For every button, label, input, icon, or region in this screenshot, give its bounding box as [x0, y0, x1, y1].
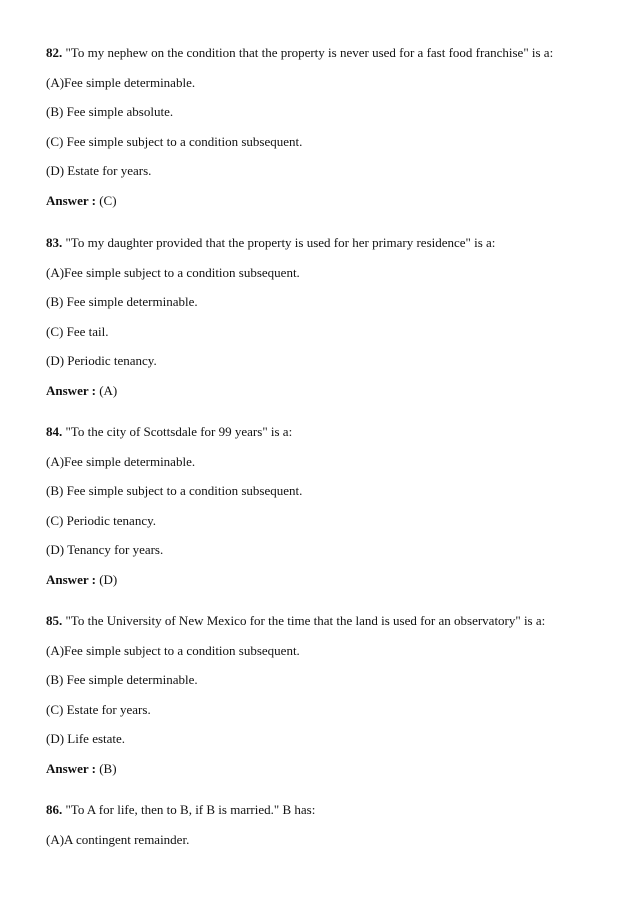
- option-letter: (D): [46, 163, 65, 178]
- option-letter: (A): [46, 264, 65, 280]
- question-85: [46, 613, 608, 790]
- option-text: Fee tail.: [66, 323, 109, 339]
- question-text: "To A for life, then to B, if B is married." B has:: [65, 802, 316, 817]
- option-text: Fee simple determinable.: [66, 294, 198, 309]
- option-text: A contingent remainder.: [64, 831, 190, 847]
- option-letter: (D): [46, 542, 65, 557]
- answer-value: (A): [99, 382, 118, 398]
- option-text: Fee simple subject to a condition subsequent.: [66, 483, 303, 498]
- option-b: [46, 483, 608, 499]
- question-number: 82.: [46, 45, 63, 60]
- option-letter: (B): [46, 672, 64, 687]
- option-text: Periodic tenancy.: [66, 512, 156, 528]
- question-number: 83.: [46, 235, 63, 250]
- option-text: Fee simple absolute.: [66, 104, 174, 119]
- option-c: [46, 513, 608, 529]
- option-text: Fee simple subject to a condition subsequent.: [64, 642, 300, 658]
- option-letter: (C): [46, 701, 64, 717]
- question-text: "To my nephew on the condition that the property is never used for a fast food franchise" is a:: [65, 45, 554, 60]
- option-letter: (C): [46, 323, 64, 339]
- option-letter: (B): [46, 294, 64, 309]
- option-c: [46, 702, 608, 718]
- option-c: [46, 134, 608, 150]
- option-d: [46, 731, 608, 747]
- question-stem: [46, 45, 608, 61]
- option-a: [46, 454, 608, 470]
- option-a: [46, 75, 608, 91]
- answer-value: (B): [99, 760, 117, 776]
- option-letter: (B): [46, 104, 64, 119]
- option-a: [46, 832, 608, 848]
- question-number: 85.: [46, 613, 63, 628]
- option-text: Estate for years.: [66, 701, 151, 717]
- option-b: [46, 294, 608, 310]
- question-number: 84.: [46, 424, 63, 439]
- answer-value: (D): [99, 571, 118, 587]
- question-number: 86.: [46, 802, 63, 817]
- option-text: Tenancy for years.: [67, 542, 164, 557]
- answer-label: Answer :: [46, 760, 96, 776]
- option-text: Fee simple determinable.: [64, 453, 196, 469]
- question-text: "To the University of New Mexico for the time that the land is used for an observatory" is a:: [65, 613, 546, 628]
- option-text: Life estate.: [67, 731, 126, 746]
- option-b: [46, 672, 608, 688]
- option-text: Fee simple subject to a condition subsequent.: [66, 133, 303, 149]
- option-letter: (A): [46, 74, 65, 90]
- answer-label: Answer :: [46, 382, 96, 398]
- question-86: [46, 802, 608, 861]
- option-text: Estate for years.: [67, 163, 152, 178]
- question-stem: [46, 802, 608, 818]
- question-stem: [46, 424, 608, 440]
- option-a: [46, 643, 608, 659]
- option-letter: (B): [46, 483, 64, 498]
- answer-line: [46, 761, 608, 777]
- answer-line: [46, 572, 608, 588]
- option-letter: (C): [46, 133, 64, 149]
- option-letter: (A): [46, 453, 65, 469]
- option-a: [46, 265, 608, 281]
- question-text: "To my daughter provided that the property is used for her primary residence" is a:: [65, 235, 496, 250]
- option-c: [46, 324, 608, 340]
- question-84: [46, 424, 608, 601]
- option-d: [46, 542, 608, 558]
- answer-line: [46, 383, 608, 399]
- option-text: Periodic tenancy.: [67, 353, 157, 368]
- answer-value: (C): [99, 192, 117, 208]
- option-letter: (A): [46, 831, 65, 847]
- option-letter: (D): [46, 353, 65, 368]
- option-d: [46, 353, 608, 369]
- answer-label: Answer :: [46, 192, 96, 208]
- question-83: [46, 235, 608, 412]
- option-b: [46, 104, 608, 120]
- option-text: Fee simple subject to a condition subsequent.: [64, 264, 300, 280]
- answer-line: [46, 193, 608, 209]
- option-text: Fee simple determinable.: [66, 672, 198, 687]
- option-letter: (A): [46, 642, 65, 658]
- option-letter: (D): [46, 731, 65, 746]
- question-stem: [46, 613, 608, 629]
- answer-label: Answer :: [46, 571, 96, 587]
- question-text: "To the city of Scottsdale for 99 years" is a:: [65, 424, 293, 439]
- option-letter: (C): [46, 512, 64, 528]
- question-82: [46, 45, 608, 222]
- option-d: [46, 163, 608, 179]
- question-stem: [46, 235, 608, 251]
- option-text: Fee simple determinable.: [64, 74, 196, 90]
